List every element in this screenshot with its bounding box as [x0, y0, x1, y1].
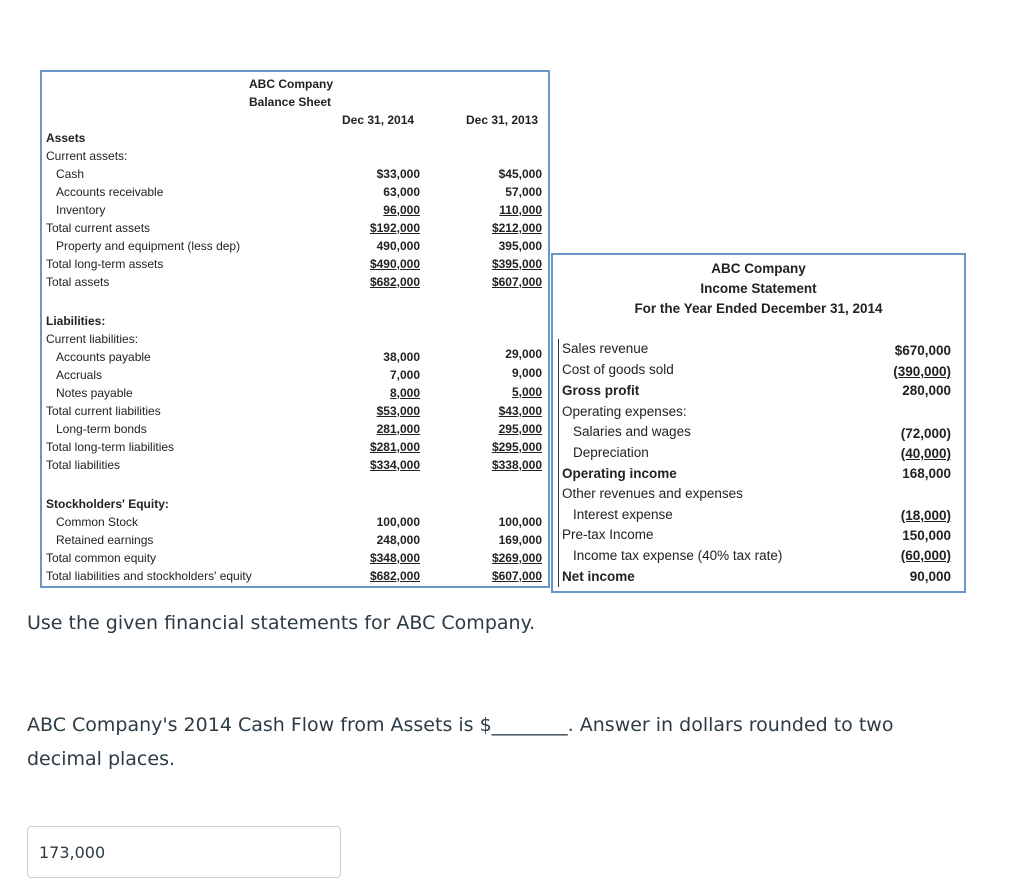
row-2014: 63,000: [383, 185, 420, 199]
row-2013: 395,000: [498, 239, 542, 253]
row-2014: 38,000: [383, 350, 420, 364]
is-row-label: Gross profit: [562, 383, 640, 398]
row-label: Accounts payable: [56, 350, 151, 364]
is-row-value: $670,000: [894, 343, 951, 358]
row-2014: $281,000: [369, 440, 420, 454]
is-row-label: Cost of goods sold: [562, 362, 674, 377]
row-2013: 29,000: [505, 347, 542, 361]
row-2014: $682,000: [369, 275, 420, 289]
bs-col-2014: Dec 31, 2014: [342, 113, 415, 127]
row-2014: 7,000: [389, 368, 420, 382]
is-row-value: 280,000: [902, 383, 951, 398]
row-label: Common Stock: [56, 515, 139, 529]
is-row-label: Salaries and wages: [573, 424, 691, 439]
is-row-label: Interest expense: [573, 507, 673, 522]
row-2013: $212,000: [491, 221, 542, 235]
liabilities-header: Liabilities:: [46, 314, 106, 328]
row-label: Total long-term assets: [46, 257, 164, 271]
row-label: Total current liabilities: [46, 404, 161, 418]
row-2013: 169,000: [498, 533, 542, 547]
row-2014: $348,000: [369, 551, 420, 565]
is-row-label: Net income: [562, 569, 635, 584]
current-assets-header: Current assets:: [46, 149, 128, 163]
is-row-label: Operating income: [562, 466, 677, 481]
answer-value: 173,000: [39, 843, 106, 862]
row-2013: 57,000: [505, 185, 542, 199]
row-label: Accruals: [56, 368, 103, 382]
row-2014: 96,000: [383, 203, 420, 217]
question-intro: Use the given financial statements for ABC Company.: [27, 612, 536, 634]
is-row-value: (18,000): [900, 508, 951, 523]
question-prompt-line2: decimal places.: [27, 748, 176, 770]
is-row-value: (390,000): [893, 364, 951, 379]
bs-col-2013: Dec 31, 2013: [466, 113, 539, 127]
is-row-value: 168,000: [902, 466, 951, 481]
row-label: Total assets: [46, 275, 110, 289]
row-label: Notes payable: [56, 386, 133, 400]
is-row-label: Pre-tax Income: [562, 527, 654, 542]
answer-input[interactable]: [27, 826, 341, 878]
is-row-value: (72,000): [900, 426, 951, 441]
is-row-label: Operating expenses:: [562, 404, 687, 419]
bs-title: Balance Sheet: [249, 95, 332, 109]
row-2013: $607,000: [491, 275, 542, 289]
row-2013: 295,000: [498, 422, 542, 436]
question-prompt-line1: ABC Company's 2014 Cash Flow from Assets is $________. Answer in dollars rounded to two: [27, 714, 894, 736]
is-row-label: Other revenues and expenses: [562, 486, 743, 501]
is-left-rule: [558, 339, 559, 587]
row-label: Accounts receivable: [56, 185, 164, 199]
row-label: Total common equity: [46, 551, 157, 565]
balance-sheet: [40, 70, 550, 588]
row-label: Total long-term liabilities: [46, 440, 175, 454]
is-period: For the Year Ended December 31, 2014: [634, 301, 883, 316]
row-2013: 9,000: [511, 366, 542, 380]
row-label: Total current assets: [46, 221, 151, 235]
is-row-label: Income tax expense (40% tax rate): [573, 548, 783, 563]
row-2014: $192,000: [369, 221, 420, 235]
row-2013: $269,000: [491, 551, 542, 565]
row-2014: $490,000: [369, 257, 420, 271]
row-label: Inventory: [56, 203, 106, 217]
row-2013: 110,000: [499, 203, 542, 217]
is-row-value: 150,000: [902, 528, 951, 543]
equity-header: Stockholders' Equity:: [46, 497, 169, 511]
row-2014: $53,000: [376, 404, 420, 418]
is-title: Income Statement: [700, 281, 817, 296]
is-company: ABC Company: [711, 261, 806, 276]
row-2014: $334,000: [369, 458, 420, 472]
assets-header: Assets: [46, 131, 86, 145]
is-row-value: 90,000: [909, 569, 951, 584]
row-2013: 100,000: [498, 515, 542, 529]
bs-company: ABC Company: [249, 77, 334, 91]
row-2014: 8,000: [389, 386, 420, 400]
row-2014: $33,000: [376, 167, 420, 181]
row-label: Total liabilities: [46, 458, 121, 472]
row-2013: $395,000: [491, 257, 542, 271]
is-row-value: (60,000): [900, 548, 951, 563]
row-2014: $682,000: [369, 569, 420, 583]
row-2013: $295,000: [491, 440, 542, 454]
current-liabilities-header: Current liabilities:: [46, 332, 139, 346]
row-2013: $45,000: [498, 167, 542, 181]
row-2014: 490,000: [376, 239, 420, 253]
row-label: Property and equipment (less dep): [56, 239, 241, 253]
income-statement: [551, 253, 966, 593]
row-2014: 281,000: [376, 422, 420, 436]
row-2013: $607,000: [491, 569, 542, 583]
row-label: Total liabilities and stockholders' equity: [46, 569, 252, 583]
row-2013: $43,000: [498, 404, 542, 418]
is-row-value: (40,000): [900, 446, 951, 461]
row-2013: $338,000: [491, 458, 542, 472]
row-2014: 248,000: [376, 533, 420, 547]
is-row-label: Depreciation: [573, 445, 649, 460]
is-row-label: Sales revenue: [562, 341, 649, 356]
row-label: Long-term bonds: [56, 422, 147, 436]
row-2014: 100,000: [376, 515, 420, 529]
row-2013: 5,000: [511, 385, 542, 399]
row-label: Retained earnings: [56, 533, 154, 547]
row-label: Cash: [56, 167, 85, 181]
